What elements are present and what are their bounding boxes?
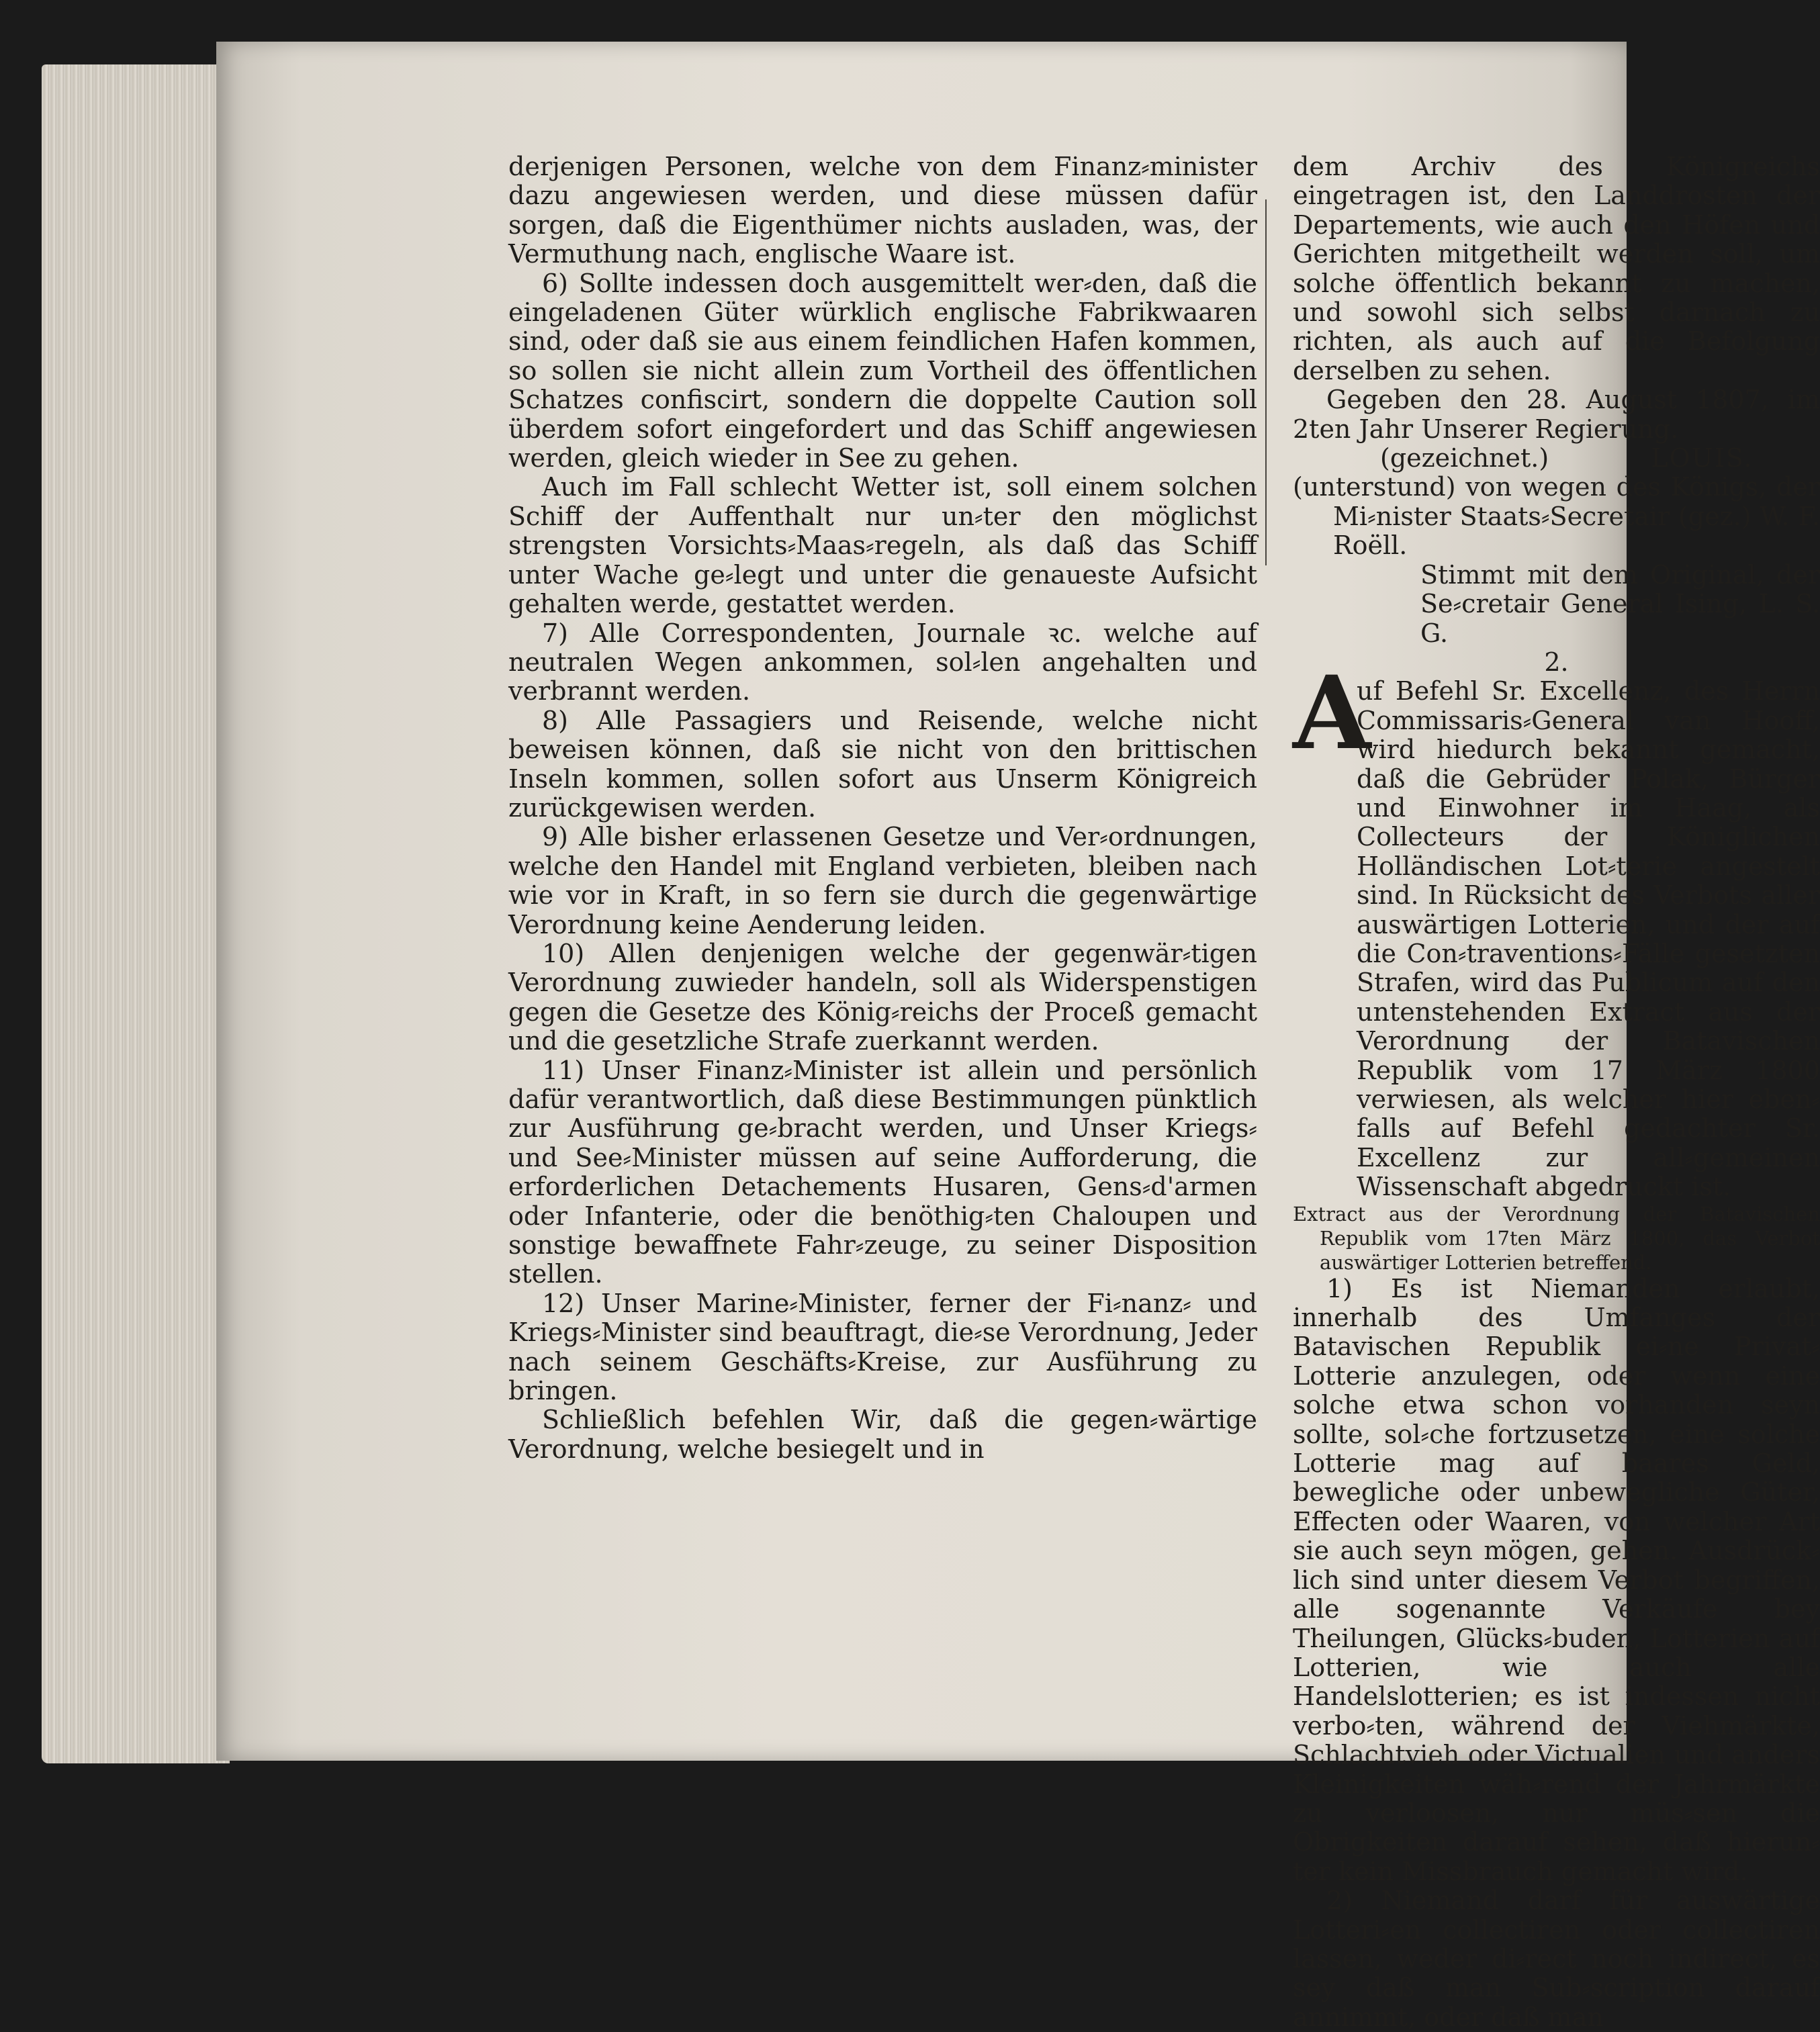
announcement bbox=[1293, 654, 1820, 1202]
paragraph-7: 7) Alle Correspondenten, Journale ꝛc. welche auf neutralen Wegen ankommen, sol⸗len angehalten und verbrannt werden. bbox=[508, 618, 1257, 706]
signature-line bbox=[1293, 444, 1820, 473]
announcement-text: uf Befehl Sr. Excellenz, des Herrn Commissaris⸗General van Hooff, wird hiedurch bekannt gemacht, daß die Gebrüder Polak, Bürger und Einwohner im Haag, als Collecteurs der Königlichen Holländischen Lot⸗terie angestelt sind. In Rücksicht des Verbots aller auswärtigen Lotterien, und der auf die Con⸗traventions⸗Fälle gesetzten Strafen, wird das Publicum auf den untenstehenden Extract aus der Verordnung der Batavischen Republik vom 17 März 1800 verwiesen, als welcher hier eben⸗falls auf Befehl gedachter Sr. Excellenz zur all⸗gemeinen Wissenschaft abgedruckt ist. bbox=[1357, 676, 1820, 1202]
paragraph-8: 8) Alle Passagiers und Reisende, welche nicht beweisen können, daß sie nicht von den brittischen Inseln kommen, sollen sofort aus Unserm Königreich zurückgewisen werden. bbox=[508, 705, 1257, 823]
paragraph-12: 12) Unser Marine⸗Minister, ferner der Fi⸗nanz⸗ und Kriegs⸗Minister sind beauftragt, die⸗se Verordnung, Jeder nach seinem Geschäfts⸗Kreise, zur Ausführung zu bringen. bbox=[508, 1288, 1257, 1406]
section-number: 2. bbox=[1544, 647, 1569, 677]
paragraph-bad-weather: Auch im Fall schlecht Wetter ist, soll einem solchen Schiff der Auffenthalt nur un⸗ter den möglichst strengsten Vorsichts⸗Maas⸗regeln, als daß das Schiff unter Wache ge⸗legt und unter die genaueste Aufsicht gehalten werde, gestattet werden. bbox=[508, 472, 1257, 619]
paragraph-11: 11) Unser Finanz⸗Minister ist allein und persönlich dafür verantwortlich, daß diese Bestimmungen pünktlich zur Ausführung ge⸗bracht werden, und Unser Kriegs⸗ und See⸗Minister müssen auf seine Aufforderung, die erforderlichen Detachements Husaren, Gens⸗d'armen oder Infanterie, oder die benöthig⸗ten Chaloupen und sonstige bewaffnete Fahr⸗zeuge, zu seiner Disposition stellen. bbox=[508, 1055, 1257, 1289]
column-rule bbox=[1265, 199, 1267, 565]
decree-ending: dem Archiv des Königreichs eingetragen ist, den Landdrosten der Departements, wie auch den Höfen und Gerichten mitgetheilt werden soll, um solche öffentlich bekannt zu machen, und sowohl sich selbst darnach zu richten, als auch auf die Befolgung derselben zu sehen. bbox=[1293, 152, 1820, 385]
paragraph-closing: Schließlich befehlen Wir, daß die gegen⸗wärtige Verordnung, welche besiegelt und in bbox=[508, 1405, 1257, 1464]
extract-heading: Extract aus der Verordnung der Batavischen Republik vom 17ten März 1800, das Verbot auswärtiger Lotterien betreffend. bbox=[1293, 1202, 1820, 1274]
page-edges bbox=[42, 64, 230, 1763]
paragraph-9: 9) Alle bisher erlassenen Gesetze und Ver⸗ordnungen, welche den Handel mit England verbieten, bleiben nach wie vor in Kraft, in so fern sie durch die gegenwärtige Verordnung keine Aenderung leiden. bbox=[508, 822, 1257, 939]
paragraph-10: 10) Allen denjenigen welche der gegenwär⸗tigen Verordnung zuwieder handeln, soll als Widerspenstigen gegen die Gesetze des König⸗reichs der Proceß gemacht und die gesetzliche Strafe zuerkannt werden. bbox=[508, 938, 1257, 1056]
extract-paragraph-1: 1) Es ist Niemanden erlaubt, innerhalb des Umfanges der Batavischen Republik ei⸗ne Privat⸗Lotterie anzulegen, oder wenn eine solche etwa schon vorhanden seyn sollte, sol⸗che fortzusetzen, eine solche Lotterie mag auf baares Geld, bewegliche oder unbewegliche Güter, Effecten oder Waaren, von welcher Art sie auch seyn mögen, gehen. Ausdrück⸗lich sind unter diesem Verbot begriffen, alle sogenannte Verkäufe bey Theilungen, Glücks⸗buden, Lotterien auf Lotterien, wie auch alle Handelslotterien; es ist indessen nicht verbo⸗ten, während der Viehmärkte, Schlachtvieh oder Victualien und anders Kleinigkeiten wäh⸗rend der Jahrmärkte zu verloosen, nur müs⸗sen die Obrigkeiten darauf sehen, daß hierun⸗ter kein Missbrauch gemacht wird. bbox=[1293, 1273, 1820, 1886]
left-column bbox=[508, 152, 1257, 1464]
countersignature: (unterstund) von wegen des Königs, der Mi⸗nister Staats⸗Secretair (gez.) W. F. Roëll. bbox=[1293, 472, 1820, 561]
extract-paragraph-2: 2) Niemand darf für auswärtige Lotteri⸗en collectiren oder collectiren lassen, weder di⸗rect noch indirect, es sey daß man Sub⸗scription darauf annimmt, oder daß man bbox=[1293, 1886, 1820, 2032]
right-column bbox=[1293, 152, 1820, 2032]
given-date: Gegeben den 28. August 1807, im 2ten Jahr Unserer Regierung. bbox=[1293, 385, 1820, 444]
paragraph-continuation: derjenigen Personen, welche von dem Finanz⸗minister dazu angewiesen werden, und diese müssen dafür sorgen, daß die Eigenthümer nichts ausladen, was, der Vermuthung nach, englische Waare ist. bbox=[508, 152, 1257, 269]
drop-capital: A bbox=[1293, 654, 1371, 773]
book-page bbox=[216, 42, 1820, 2032]
announcement-text-wrap bbox=[1357, 677, 1820, 1201]
signed-label: (gezeichnet.) bbox=[1380, 443, 1549, 473]
signed-name: LOUIS. bbox=[1651, 443, 1754, 473]
paragraph-6: 6) Sollte indessen doch ausgemittelt wer⸗den, daß die eingeladenen Güter würklich englische Fabrikwaaren sind, oder daß sie aus einem feindlichen Hafen kommen, so sollen sie nicht allein zum Vortheil des öffentlichen Schatzes confiscirt, sondern die doppelte Caution soll überdem sofort eingefordert und das Schiff angewiesen werden, gleich wieder in See zu gehen. bbox=[508, 268, 1257, 473]
certification: Stimmt mit dem Original, der Se⸗cretair General Ising, L. S. G. bbox=[1420, 559, 1820, 648]
